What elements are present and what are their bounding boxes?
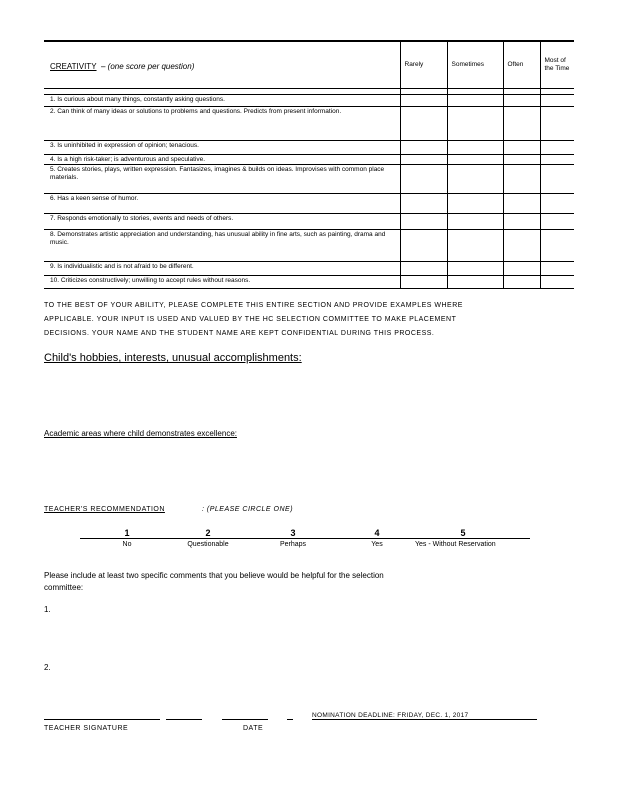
signature-line-2[interactable]: [166, 719, 202, 720]
date-line[interactable]: [222, 719, 268, 720]
comments-prompt-line-2: committee:: [44, 583, 84, 592]
instructions-line-3: DECISIONS. YOUR NAME AND THE STUDENT NAME ARE KEPT CONFIDENTIAL DURING THIS PROCESS.: [44, 330, 435, 337]
comments-prompt-line-1: Please include at least two specific comments that you believe would be helpful for the selection: [44, 571, 384, 580]
scale-label-yes[interactable]: Yes: [371, 541, 383, 548]
question-number: 9.: [50, 263, 56, 270]
question-number: 7.: [50, 215, 56, 222]
recommendation-label: TEACHER'S RECOMMENDATION: [44, 506, 165, 513]
date-label: DATE: [243, 725, 264, 732]
question-number: 1.: [50, 96, 56, 103]
answer-cells[interactable]: [400, 164, 574, 189]
question-number: 8.: [50, 231, 56, 238]
question-number: 10.: [50, 277, 60, 284]
table-header-title-cell: [44, 41, 400, 89]
scale-label-yes-without-reservation[interactable]: Yes - Without Reservation: [415, 541, 496, 548]
question-row: [44, 261, 400, 276]
question-row: [44, 275, 400, 288]
answer-cells[interactable]: [400, 193, 574, 208]
question-row: [44, 106, 400, 135]
nomination-deadline: NOMINATION DEADLINE: FRIDAY, DEC. 1, 2017: [312, 712, 537, 720]
column-sometimes: Sometimes: [447, 41, 503, 89]
scale-number-1[interactable]: 1: [124, 528, 130, 538]
question-row: [44, 164, 400, 189]
scale-number-3[interactable]: 3: [290, 528, 296, 538]
instructions-line-1: TO THE BEST OF YOUR ABILITY, PLEASE COMPLETE THIS ENTIRE SECTION AND PROVIDE EXAMPLES WHERE: [44, 302, 463, 309]
scale-label-perhaps[interactable]: Perhaps: [279, 541, 307, 548]
separator-line: [287, 719, 293, 720]
question-text: Is a high risk-taker; is adventurous and speculative.: [55, 156, 205, 163]
question-number: 6.: [50, 195, 56, 202]
answer-cells[interactable]: [400, 106, 574, 135]
column-rarely: Rarely: [400, 41, 447, 89]
question-text: Has a keen sense of humor.: [55, 195, 139, 202]
question-number: 2.: [50, 108, 56, 115]
question-text: Creates stories, plays, written expression. Fantasizes, imagines & builds on ideas. Improvises with common place materials.: [50, 166, 385, 181]
question-text: Is individualistic and is not afraid to be different.: [55, 263, 194, 270]
comment-item-2: 2.: [44, 663, 51, 672]
answer-cells[interactable]: [400, 213, 574, 230]
scale-label-questionable[interactable]: Questionable: [187, 541, 229, 548]
teacher-signature-label: TEACHER SIGNATURE: [44, 725, 129, 732]
section-title: CREATIVITY: [50, 62, 97, 71]
table-bottom-border: [44, 288, 574, 289]
answer-cells[interactable]: [400, 275, 574, 288]
question-number: 4.: [50, 156, 56, 163]
recommendation-scale: [80, 528, 530, 552]
answer-cells[interactable]: [400, 261, 574, 276]
question-row: [44, 213, 400, 230]
question-row: [44, 140, 400, 155]
signature-line[interactable]: [44, 719, 160, 720]
answer-cells[interactable]: [400, 140, 574, 155]
question-text: Can think of many ideas or solutions to problems and questions. Predicts from present information.: [55, 108, 342, 115]
hobbies-label: Child's hobbies, interests, unusual accomplishments:: [44, 352, 302, 364]
question-row: [44, 193, 400, 208]
column-often: Often: [503, 41, 540, 89]
scale-number-2[interactable]: 2: [205, 528, 211, 538]
question-text: Responds emotionally to stories, events and needs of others.: [55, 215, 234, 222]
question-text: Demonstrates artistic appreciation and understanding, has unusual ability in fine arts, such as painting, drama and music.: [50, 231, 386, 246]
question-text: Is curious about many things, constantly asking questions.: [55, 96, 225, 103]
question-number: 5.: [50, 166, 56, 173]
section-subtitle: – (one score per question): [100, 62, 195, 71]
scale-label-no[interactable]: No: [122, 541, 132, 548]
recommendation-hint: : (PLEASE CIRCLE ONE): [202, 506, 294, 513]
scale-number-5[interactable]: 5: [460, 528, 466, 538]
question-text: Criticizes constructively; unwilling to accept rules without reasons.: [59, 277, 251, 284]
question-number: 3.: [50, 142, 56, 149]
question-text: Is uninhibited in expression of opinion; tenacious.: [55, 142, 199, 149]
answer-cells[interactable]: [400, 229, 574, 252]
question-row: [44, 229, 400, 252]
scale-number-4[interactable]: 4: [374, 528, 380, 538]
instructions-line-2: APPLICABLE. YOUR INPUT IS USED AND VALUED BY THE HC SELECTION COMMITTEE TO MAKE PLACEMENT: [44, 316, 457, 323]
academic-label: Academic areas where child demonstrates excellence:: [44, 429, 237, 438]
comment-item-1: 1.: [44, 605, 51, 614]
column-most-of-the-time: Most of the Time: [540, 41, 574, 89]
